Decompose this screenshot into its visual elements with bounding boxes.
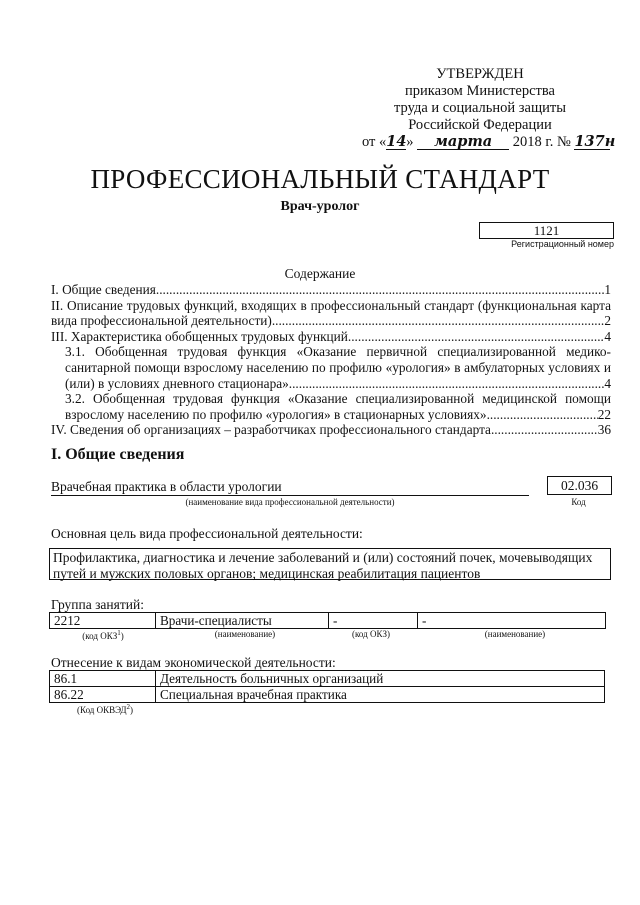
order-year: 2018 г. № — [512, 134, 571, 150]
toc-entry-text: взрослому населению по профилю «урология» в стационарных условиях» — [65, 406, 487, 422]
approval-line: труда и социальной защиты — [394, 100, 566, 116]
document-subtitle: Врач-уролог — [280, 199, 360, 214]
table-cell: 2212 — [50, 613, 156, 629]
code-label: Код — [571, 497, 586, 507]
table-cell: Врачи-специалисты — [156, 613, 329, 629]
toc-entry-line: 3.1. Обобщенная трудовая функция «Оказание первичной специализированной медико- — [65, 344, 611, 360]
section-heading: I. Общие сведения — [51, 446, 185, 463]
activity-name: Врачебная практика в области урологии — [51, 479, 529, 496]
table-cell: Деятельность больничных организаций — [156, 671, 605, 687]
table-of-contents — [51, 282, 611, 438]
toc-entry-line: санитарной помощи взрослому населению по профилю «урология» в амбулаторных условиях и — [65, 359, 611, 375]
econ-activity-table — [49, 670, 605, 703]
table-row — [50, 613, 606, 629]
toc-entry-page: 22 — [597, 406, 611, 422]
toc-entry[interactable] — [65, 376, 611, 392]
okz-code-label: (код ОКЗ$^1$) — [82, 629, 124, 641]
table-cell: - — [418, 613, 606, 629]
order-number: 137н — [574, 133, 616, 150]
toc-entry-text: (или) в условиях дневного стационара» — [65, 375, 289, 391]
order-day: 14 — [386, 133, 407, 150]
name-label: (наименование) — [484, 629, 546, 639]
activity-label: (наименование вида профессиональной деятельности) — [185, 497, 395, 507]
group-label: Группа занятий: — [51, 597, 144, 612]
toc-heading: Содержание — [284, 266, 356, 281]
table-cell: Специальная врачебная практика — [156, 687, 605, 703]
table-cell: 86.22 — [50, 687, 156, 703]
approval-block — [370, 66, 590, 134]
order-line — [362, 133, 616, 151]
toc-entry-page: 2 — [604, 313, 611, 329]
table-cell: 86.1 — [50, 671, 156, 687]
occupation-group-table — [49, 612, 606, 629]
table-row — [50, 687, 605, 703]
toc-entry-text: I. Общие сведения — [51, 282, 156, 297]
approval-line: УТВЕРЖДЕН — [436, 66, 524, 82]
goal-label: Основная цель вида профессиональной деятельности: — [51, 526, 363, 541]
order-quote-close: » — [406, 134, 414, 150]
toc-entry-text: IV. Сведения об организациях – разработчиках профессионального стандарта — [51, 422, 491, 438]
registration-label: Регистрационный номер — [511, 239, 614, 249]
toc-entry-text: III. Характеристика обобщенных трудовых функций — [51, 328, 348, 344]
toc-entry-page: 4 — [604, 375, 611, 391]
econ-label: Отнесение к видам экономической деятельности: — [51, 655, 336, 670]
toc-entry[interactable] — [51, 282, 611, 298]
name-label: (наименование) — [214, 629, 276, 639]
toc-entry[interactable] — [51, 313, 611, 329]
document-title: ПРОФЕССИОНАЛЬНЫЙ СТАНДАРТ — [90, 164, 550, 194]
okved-code-label: (Код ОКВЭД$^2$) — [77, 703, 133, 715]
toc-entry[interactable] — [65, 407, 611, 423]
okz-code-label: (код ОКЗ) — [352, 629, 390, 639]
toc-entry-line: II. Описание трудовых функций, входящих в профессиональный стандарт (функциональная карта — [51, 297, 611, 313]
order-month: марта — [417, 135, 509, 150]
table-row — [50, 671, 605, 687]
toc-entry[interactable] — [51, 422, 611, 438]
goal-text: Профилактика, диагностика и лечение заболеваний и (или) состояний почек, мочевыводящих путей и мужских половых органов; медицинская реабилитация пациентов — [49, 548, 611, 580]
toc-entry-text: вида профессиональной деятельности) — [51, 313, 272, 329]
toc-entry-page: 1 — [604, 282, 611, 297]
activity-code: 02.036 — [547, 476, 612, 495]
toc-entry[interactable] — [51, 329, 611, 345]
approval-line: Российской Федерации — [408, 117, 552, 133]
approval-line: приказом Министерства — [405, 83, 555, 99]
toc-entry-page: 36 — [597, 422, 611, 438]
table-cell: - — [329, 613, 418, 629]
order-prefix: от « — [362, 134, 387, 150]
toc-entry-line: 3.2. Обобщенная трудовая функция «Оказание специализированной медицинской помощи — [65, 391, 611, 407]
registration-number: 1121 — [479, 222, 614, 239]
toc-entry-page: 4 — [604, 328, 611, 344]
